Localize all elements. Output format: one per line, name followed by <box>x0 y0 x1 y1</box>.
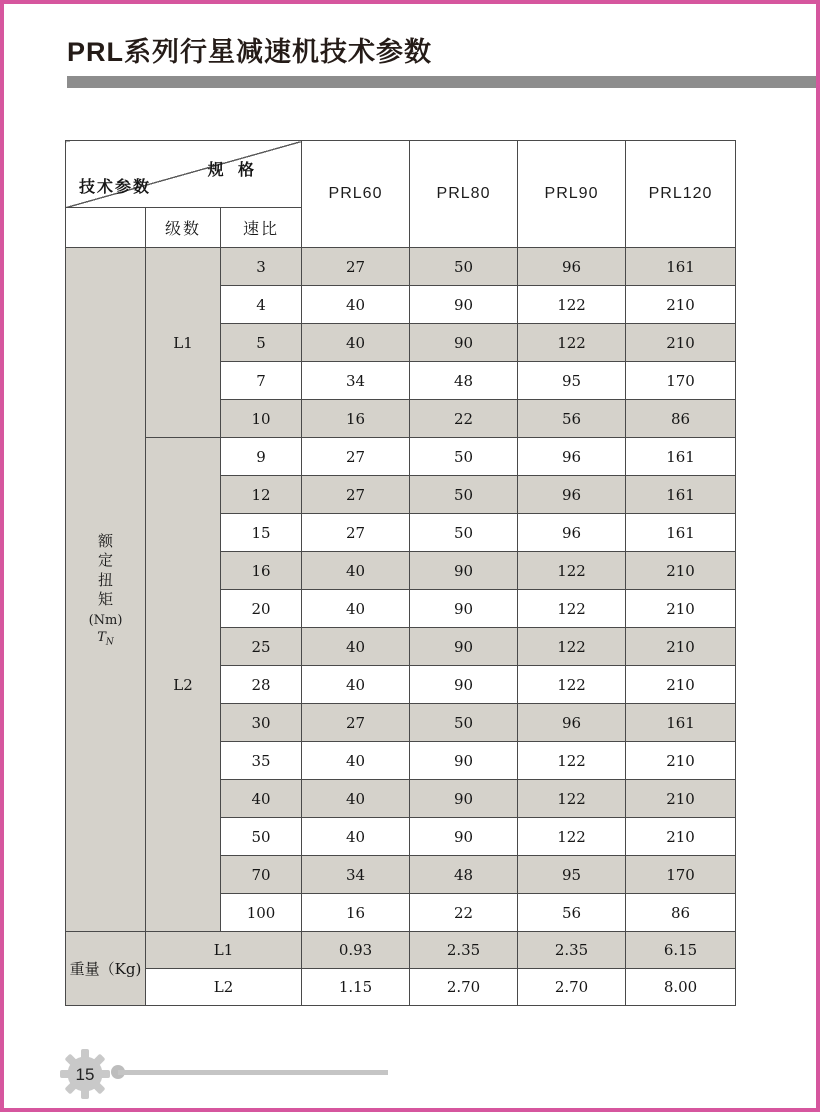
torque-value-cell: 40 <box>302 742 410 780</box>
torque-value-cell: 16 <box>302 894 410 932</box>
torque-value-cell: 210 <box>626 818 736 856</box>
torque-value-cell: 40 <box>302 666 410 704</box>
stage-group-cell: L1 <box>146 248 221 438</box>
page-number: 15 <box>75 1065 95 1084</box>
ratio-cell: 10 <box>221 400 302 438</box>
ratio-cell: 20 <box>221 590 302 628</box>
torque-value-cell: 95 <box>518 856 626 894</box>
column-header-prl120: PRL120 <box>626 141 736 248</box>
torque-value-cell: 40 <box>302 324 410 362</box>
column-header-prl80: PRL80 <box>410 141 518 248</box>
torque-value-cell: 50 <box>410 438 518 476</box>
spec-row <box>66 248 736 286</box>
ratio-cell: 15 <box>221 514 302 552</box>
torque-value-cell: 40 <box>302 590 410 628</box>
weight-value-cell: 6.15 <box>626 932 736 969</box>
torque-value-cell: 170 <box>626 856 736 894</box>
torque-value-cell: 90 <box>410 286 518 324</box>
weight-value-cell: 8.00 <box>626 969 736 1006</box>
torque-value-cell: 16 <box>302 400 410 438</box>
weight-label-cell: 重量（Kg) <box>66 932 146 1006</box>
column-header-prl60: PRL60 <box>302 141 410 248</box>
torque-value-cell: 95 <box>518 362 626 400</box>
torque-value-cell: 122 <box>518 552 626 590</box>
ratio-cell: 5 <box>221 324 302 362</box>
torque-value-cell: 161 <box>626 476 736 514</box>
torque-value-cell: 34 <box>302 856 410 894</box>
torque-value-cell: 90 <box>410 552 518 590</box>
weight-stage-cell: L1 <box>146 932 302 969</box>
torque-value-cell: 48 <box>410 362 518 400</box>
torque-value-cell: 210 <box>626 742 736 780</box>
ratio-cell: 40 <box>221 780 302 818</box>
weight-value-cell: 0.93 <box>302 932 410 969</box>
stage-group-cell: L2 <box>146 438 221 932</box>
weight-row <box>66 969 736 1006</box>
ratio-cell: 25 <box>221 628 302 666</box>
torque-value-cell: 122 <box>518 324 626 362</box>
torque-value-cell: 96 <box>518 476 626 514</box>
torque-value-cell: 50 <box>410 704 518 742</box>
torque-value-cell: 96 <box>518 514 626 552</box>
torque-value-cell: 96 <box>518 248 626 286</box>
torque-value-cell: 90 <box>410 818 518 856</box>
torque-axis-label: 额 定 扭 矩 (Nm) $T_N$ <box>66 248 146 932</box>
torque-value-cell: 48 <box>410 856 518 894</box>
ratio-cell: 3 <box>221 248 302 286</box>
torque-value-cell: 27 <box>302 248 410 286</box>
ratio-cell: 9 <box>221 438 302 476</box>
weight-stage-cell: L2 <box>146 969 302 1006</box>
torque-value-cell: 161 <box>626 514 736 552</box>
torque-value-cell: 122 <box>518 286 626 324</box>
ratio-column-header: 速比 <box>221 208 302 248</box>
torque-value-cell: 210 <box>626 552 736 590</box>
ratio-cell: 12 <box>221 476 302 514</box>
torque-value-cell: 50 <box>410 514 518 552</box>
ratio-cell: 70 <box>221 856 302 894</box>
torque-value-cell: 90 <box>410 590 518 628</box>
torque-value-cell: 40 <box>302 286 410 324</box>
ratio-cell: 35 <box>221 742 302 780</box>
torque-value-cell: 122 <box>518 590 626 628</box>
torque-value-cell: 210 <box>626 666 736 704</box>
torque-value-cell: 27 <box>302 438 410 476</box>
torque-value-cell: 210 <box>626 286 736 324</box>
page-title: PRL系列行星减速机技术参数 <box>67 37 432 67</box>
torque-value-cell: 56 <box>518 894 626 932</box>
column-header-prl90: PRL90 <box>518 141 626 248</box>
torque-value-cell: 122 <box>518 628 626 666</box>
torque-value-cell: 122 <box>518 818 626 856</box>
ratio-cell: 28 <box>221 666 302 704</box>
torque-value-cell: 40 <box>302 552 410 590</box>
ratio-cell: 16 <box>221 552 302 590</box>
diagonal-header-cell <box>66 141 302 208</box>
stage-column-header: 级数 <box>146 208 221 248</box>
spec-row <box>66 438 736 476</box>
torque-value-cell: 34 <box>302 362 410 400</box>
torque-value-cell: 22 <box>410 894 518 932</box>
torque-value-cell: 86 <box>626 400 736 438</box>
torque-value-cell: 122 <box>518 780 626 818</box>
torque-value-cell: 86 <box>626 894 736 932</box>
torque-value-cell: 50 <box>410 476 518 514</box>
torque-value-cell: 90 <box>410 742 518 780</box>
spec-corner-label: 规 格 <box>207 162 260 179</box>
spec-table <box>65 140 736 1006</box>
torque-value-cell: 161 <box>626 704 736 742</box>
ratio-cell: 100 <box>221 894 302 932</box>
params-corner-label: 技术参数 <box>79 179 152 196</box>
torque-value-cell: 22 <box>410 400 518 438</box>
torque-value-cell: 96 <box>518 438 626 476</box>
weight-value-cell: 2.70 <box>518 969 626 1006</box>
weight-value-cell: 2.70 <box>410 969 518 1006</box>
torque-value-cell: 40 <box>302 628 410 666</box>
ratio-cell: 7 <box>221 362 302 400</box>
weight-row <box>66 932 736 969</box>
torque-value-cell: 27 <box>302 476 410 514</box>
ratio-cell: 4 <box>221 286 302 324</box>
torque-value-cell: 27 <box>302 704 410 742</box>
torque-value-cell: 56 <box>518 400 626 438</box>
torque-value-cell: 170 <box>626 362 736 400</box>
torque-value-cell: 210 <box>626 324 736 362</box>
torque-value-cell: 161 <box>626 248 736 286</box>
torque-value-cell: 90 <box>410 666 518 704</box>
blank-header-cell <box>66 208 146 248</box>
torque-value-cell: 90 <box>410 780 518 818</box>
weight-value-cell: 2.35 <box>410 932 518 969</box>
torque-value-cell: 90 <box>410 628 518 666</box>
footer-decorative-line <box>118 1070 388 1075</box>
torque-value-cell: 210 <box>626 780 736 818</box>
torque-value-cell: 122 <box>518 666 626 704</box>
title-underline-bar <box>67 76 816 88</box>
torque-value-cell: 27 <box>302 514 410 552</box>
weight-value-cell: 1.15 <box>302 969 410 1006</box>
torque-value-cell: 96 <box>518 704 626 742</box>
weight-value-cell: 2.35 <box>518 932 626 969</box>
torque-value-cell: 210 <box>626 590 736 628</box>
torque-value-cell: 40 <box>302 818 410 856</box>
torque-value-cell: 122 <box>518 742 626 780</box>
torque-value-cell: 90 <box>410 324 518 362</box>
page-number-gear-icon <box>60 1049 110 1099</box>
torque-value-cell: 161 <box>626 438 736 476</box>
ratio-cell: 30 <box>221 704 302 742</box>
torque-value-cell: 50 <box>410 248 518 286</box>
torque-value-cell: 210 <box>626 628 736 666</box>
header-row-top <box>66 141 736 208</box>
torque-value-cell: 40 <box>302 780 410 818</box>
ratio-cell: 50 <box>221 818 302 856</box>
